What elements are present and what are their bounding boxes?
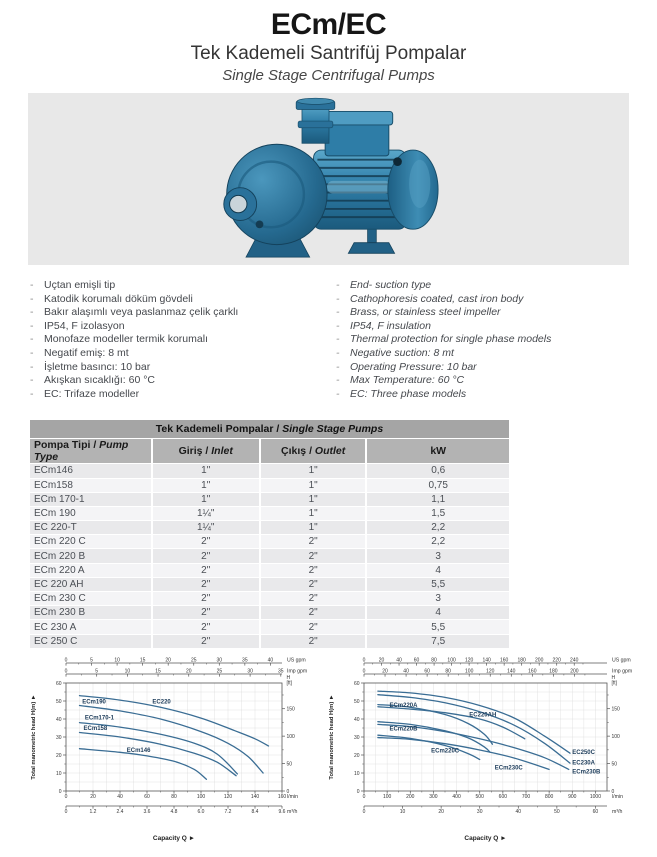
- feature-text: Negative suction: 8 mt: [350, 346, 454, 359]
- axis-tick-label: 100: [286, 733, 295, 740]
- axis-tick-label: 900: [568, 793, 577, 800]
- table-cell: 2,2: [367, 535, 509, 548]
- axis-unit-label: US gpm: [612, 657, 631, 664]
- table-row: [30, 479, 509, 492]
- table-cell: EC 220 AH: [30, 578, 151, 591]
- table-cell: 4: [367, 606, 509, 619]
- subtitle-english: Single Stage Centrifugal Pumps: [222, 67, 435, 84]
- table-row: [30, 507, 509, 520]
- table-title-row: [30, 420, 509, 438]
- axis-tick-label: 6.0: [197, 808, 205, 815]
- axis-tick-label: 1000: [589, 793, 601, 800]
- axis-tick-label: 120: [464, 657, 474, 664]
- table-cell: ECm 230 C: [30, 592, 151, 605]
- axis-tick-label: 200: [570, 668, 579, 675]
- table-cell: 1,1: [367, 493, 509, 506]
- cable-gland: [393, 157, 402, 166]
- axis-unit-label: m³/h: [612, 808, 623, 815]
- column-header: kW: [367, 439, 509, 463]
- axis-tick-label: 120: [486, 668, 495, 675]
- y-axis-title: Total manometric head H(m) ►: [329, 694, 335, 780]
- table-cell: 2": [261, 549, 365, 562]
- motor-foot: [348, 227, 394, 253]
- axis-tick-label: 200: [406, 793, 415, 800]
- axis-tick-label: 60: [144, 793, 150, 800]
- axis-tick-label: 0: [611, 788, 615, 795]
- axis-tick-label: 40: [403, 668, 409, 675]
- feature-text: EC: Trifaze modeller: [44, 387, 140, 400]
- axis-tick-label: 35: [278, 668, 284, 675]
- axis-tick-label: 20: [438, 808, 444, 815]
- series-label: ECm220A: [389, 702, 418, 709]
- axis-tick-label: 400: [452, 793, 461, 800]
- column-header: Giriş / Inlet: [153, 439, 259, 463]
- feature-text: Katodik korumalı döküm gövdeli: [44, 292, 193, 305]
- table-row: [30, 606, 509, 619]
- axis-tick-label: 50: [353, 698, 360, 705]
- axis-tick-label: 10: [114, 657, 120, 664]
- table-cell: 5,5: [367, 620, 509, 633]
- table-row: [30, 592, 509, 605]
- table-row: [30, 549, 509, 562]
- axis-unit-label: m³/h: [287, 808, 298, 815]
- axis-tick-label: 10: [399, 808, 406, 815]
- axis-tick-label: 1.2: [89, 808, 97, 815]
- feature-item-en: [336, 320, 551, 334]
- terminal-box: [321, 111, 392, 155]
- bullet-dash: -: [336, 374, 340, 387]
- axis-unit-label: H: [286, 674, 291, 681]
- axis-tick-label: 0: [64, 808, 68, 815]
- feature-text: Thermal protection for single phase models: [350, 333, 552, 346]
- axis-tick-label: 50: [55, 698, 62, 705]
- bullet-dash: -: [30, 360, 34, 373]
- series-label: EC220: [152, 699, 171, 706]
- bullet-dash: -: [336, 346, 340, 359]
- table-cell: 2": [261, 635, 365, 648]
- axis-tick-label: 50: [554, 808, 560, 815]
- table-cell: 2": [153, 620, 259, 633]
- curve-EC250C: [378, 691, 570, 753]
- feature-item-en: [336, 388, 551, 402]
- chart-2inch-models: [324, 653, 649, 845]
- bullet-dash: -: [336, 360, 340, 373]
- axis-tick-label: 100: [611, 733, 620, 740]
- table-cell: 5,5: [367, 578, 509, 591]
- feature-text: EC: Three phase models: [350, 387, 467, 400]
- curve-ECm230C: [378, 737, 549, 772]
- bullet-dash: -: [30, 306, 34, 319]
- table-cell: 1": [261, 479, 365, 492]
- axis-tick-label: 15: [139, 657, 146, 664]
- series-label: ECm220C: [431, 748, 460, 755]
- feature-lists: [30, 279, 657, 401]
- axis-tick-label: 240: [570, 657, 579, 664]
- column-header: Pompa Tipi / Pump Type: [30, 439, 151, 463]
- performance-curves-1inch-models: [26, 653, 324, 845]
- feature-item-tr: [30, 374, 336, 388]
- table-title: Tek Kademeli Pompalar / Single Stage Pumps: [30, 420, 509, 438]
- table-cell: 2": [153, 535, 259, 548]
- series-label: ECm146: [126, 747, 151, 754]
- table-cell: 2": [261, 578, 365, 591]
- axis-tick-label: 15: [155, 668, 161, 675]
- axis-tick-label: 3.6: [143, 808, 151, 815]
- feature-text: Operating Pressure: 10 bar: [350, 360, 477, 373]
- axis-tick-label: 140: [482, 657, 491, 664]
- features-list-turkish: [30, 279, 336, 401]
- axis-tick-label: 150: [611, 706, 620, 713]
- table-cell: 2": [153, 635, 259, 648]
- bullet-dash: -: [30, 279, 34, 291]
- spec-table-section: [28, 419, 511, 648]
- axis-tick-label: 500: [475, 793, 484, 800]
- axis-tick-label: 80: [431, 657, 437, 664]
- performance-curves-2inch-models: [324, 653, 649, 845]
- bullet-dash: -: [336, 292, 340, 305]
- table-cell: 0,75: [367, 479, 509, 492]
- axis-tick-label: 160: [277, 793, 287, 800]
- feature-text: Uçtan emişli tip: [44, 279, 116, 291]
- chart-1inch-models: [26, 653, 324, 845]
- series-label: ECm230C: [494, 765, 523, 772]
- x-axis-title: Capacity Q ►: [464, 834, 507, 842]
- axis-tick-label: 7.2: [224, 808, 232, 815]
- axis-unit-label: [ft]: [611, 680, 618, 687]
- feature-text: Bakır alaşımlı veya paslanmaz çelik çarklı: [44, 306, 239, 319]
- table-cell: 2": [153, 578, 259, 591]
- table-cell: 2": [153, 564, 259, 577]
- table-cell: 1,5: [367, 507, 509, 520]
- x-axis-title: Capacity Q ►: [152, 834, 196, 842]
- axis-unit-label: l/min: [287, 793, 298, 800]
- axis-tick-label: 20: [165, 657, 171, 664]
- feature-text: End- suction type: [350, 279, 432, 291]
- axis-tick-label: 30: [216, 657, 223, 664]
- axis-tick-label: 150: [286, 706, 295, 713]
- feature-item-en: [336, 306, 551, 320]
- axis-tick-label: 20: [90, 793, 96, 800]
- table-row: [30, 578, 509, 591]
- axis-tick-label: 0: [362, 668, 366, 675]
- column-header: Çıkış / Outlet: [261, 439, 365, 463]
- axis-tick-label: 180: [517, 657, 526, 664]
- series-label: ECm170-1: [84, 715, 114, 722]
- axis-tick-label: 20: [353, 752, 360, 759]
- product-photo-banner: [28, 93, 629, 265]
- axis-tick-label: 2.4: [116, 808, 124, 815]
- table-cell: 4: [367, 564, 509, 577]
- series-label: ECm158: [83, 725, 108, 732]
- axis-tick-label: 40: [353, 716, 360, 723]
- feature-item-en: [336, 279, 551, 293]
- pump-photo: [210, 96, 448, 262]
- table-cell: 1": [153, 493, 259, 506]
- axis-tick-label: 60: [55, 680, 62, 687]
- axis-tick-label: 20: [382, 668, 388, 675]
- table-cell: 2": [261, 592, 365, 605]
- table-cell: 2": [261, 535, 365, 548]
- table-cell: 2": [153, 592, 259, 605]
- series-label: ECm220B: [389, 726, 418, 733]
- axis-tick-label: 0: [58, 788, 62, 795]
- axis-tick-label: 80: [445, 668, 451, 675]
- axis-tick-label: 40: [515, 808, 522, 815]
- bullet-dash: -: [336, 279, 340, 291]
- axis-tick-label: 30: [353, 734, 360, 741]
- feature-item-en: [336, 347, 551, 361]
- bullet-dash: -: [30, 292, 34, 305]
- axis-tick-label: 8.4: [251, 808, 259, 815]
- axis-tick-label: 40: [267, 657, 274, 664]
- table-cell: ECm 220 C: [30, 535, 151, 548]
- axis-tick-label: 20: [55, 752, 62, 759]
- axis-tick-label: 100: [465, 668, 474, 675]
- axis-tick-label: 60: [592, 808, 599, 815]
- bullet-dash: -: [336, 319, 340, 332]
- axis-tick-label: 0: [362, 808, 366, 815]
- axis-tick-label: 220: [552, 657, 561, 664]
- curve-ECm158: [80, 732, 237, 775]
- feature-text: Negatif emiş: 8 mt: [44, 346, 129, 359]
- axis-tick-label: 40: [117, 793, 123, 800]
- table-cell: 1": [261, 507, 365, 520]
- feature-text: IP54, F izolasyon: [44, 319, 125, 332]
- table-cell: 1": [153, 464, 259, 477]
- axis-tick-label: 140: [507, 668, 516, 675]
- axis-tick-label: 60: [424, 668, 430, 675]
- table-cell: 1¼": [153, 507, 259, 520]
- page-header: [0, 0, 657, 85]
- axis-tick-label: 0: [362, 793, 366, 800]
- axis-tick-label: 40: [55, 716, 62, 723]
- table-cell: 2": [261, 620, 365, 633]
- table-cell: ECm 220 B: [30, 549, 151, 562]
- table-cell: EC 250 C: [30, 635, 151, 648]
- table-cell: 3: [367, 592, 509, 605]
- axis-tick-label: 9.6: [278, 808, 286, 815]
- axis-tick-label: 50: [286, 761, 293, 768]
- features-list-english: [336, 279, 551, 401]
- bullet-dash: -: [30, 319, 34, 332]
- axis-tick-label: 100: [447, 657, 456, 664]
- axis-tick-label: 20: [185, 668, 192, 675]
- axis-tick-label: 180: [549, 668, 558, 675]
- table-cell: 1": [153, 479, 259, 492]
- axis-tick-label: 30: [247, 668, 253, 675]
- axis-tick-label: 100: [196, 793, 206, 800]
- axis-tick-label: 35: [242, 657, 248, 664]
- feature-item-en: [336, 293, 551, 307]
- fan-cover-highlight: [409, 160, 430, 208]
- feature-item-tr: [30, 293, 336, 307]
- axis-tick-label: 200: [535, 657, 544, 664]
- bullet-dash: -: [30, 374, 34, 387]
- performance-charts: [26, 653, 657, 845]
- axis-tick-label: 0: [64, 657, 68, 664]
- table-row: [30, 564, 509, 577]
- table-cell: 2,2: [367, 521, 509, 534]
- feature-text: Cathophoresis coated, cast iron body: [350, 292, 524, 305]
- axis-tick-label: 60: [353, 680, 360, 687]
- axis-tick-label: 100: [382, 793, 392, 800]
- table-row: [30, 521, 509, 534]
- y-axis-title: Total manometric head H(m) ►: [31, 694, 37, 780]
- axis-unit-label: US gpm: [287, 657, 306, 664]
- table-row: [30, 493, 509, 506]
- table-cell: 3: [367, 549, 509, 562]
- feature-item-tr: [30, 333, 336, 347]
- table-cell: 2": [153, 606, 259, 619]
- axis-tick-label: 160: [528, 668, 537, 675]
- series-label: ECm230B: [572, 769, 601, 776]
- feature-text: Brass, or stainless steel impeller: [350, 306, 501, 319]
- discharge-port: [296, 98, 335, 143]
- axis-unit-label: H: [611, 674, 616, 681]
- axis-tick-label: 300: [429, 793, 438, 800]
- feature-item-tr: [30, 347, 336, 361]
- table-cell: EC 230 A: [30, 620, 151, 633]
- axis-tick-label: 160: [499, 657, 509, 664]
- feature-item-en: [336, 333, 551, 347]
- axis-tick-label: 4.8: [170, 808, 178, 815]
- axis-tick-label: 700: [521, 793, 531, 800]
- table-cell: 1": [261, 521, 365, 534]
- series-label: ECm190: [82, 699, 106, 706]
- axis-tick-label: 0: [64, 793, 68, 800]
- subtitle-turkish: Tek Kademeli Santrifüj Pompalar: [190, 43, 467, 64]
- axis-tick-label: 20: [378, 657, 385, 664]
- axis-tick-label: 5: [90, 657, 93, 664]
- bullet-dash: -: [30, 333, 34, 346]
- axis-tick-label: 80: [171, 793, 177, 800]
- bullet-dash: -: [30, 387, 34, 400]
- axis-tick-label: 140: [250, 793, 260, 800]
- table-cell: 2": [153, 549, 259, 562]
- table-row: [30, 635, 509, 648]
- feature-item-tr: [30, 320, 336, 334]
- table-cell: 1": [261, 464, 365, 477]
- bullet-dash: -: [336, 333, 340, 346]
- axis-tick-label: 800: [544, 793, 554, 800]
- table-cell: ECm 230 B: [30, 606, 151, 619]
- table-row: [30, 464, 509, 477]
- axis-tick-label: 0: [356, 788, 360, 795]
- feature-text: Max Temperature: 60 °C: [350, 374, 465, 387]
- table-cell: ECm 170-1: [30, 493, 151, 506]
- series-label: EC230A: [572, 760, 595, 767]
- feature-text: IP54, F insulation: [350, 319, 431, 332]
- axis-tick-label: 600: [498, 793, 508, 800]
- axis-unit-label: Imp gpm: [287, 668, 308, 675]
- table-cell: 7,5: [367, 635, 509, 648]
- axis-tick-label: 10: [124, 668, 131, 675]
- axis-tick-label: 60: [413, 657, 420, 664]
- bullet-dash: -: [336, 387, 340, 400]
- table-header-row: [30, 439, 509, 463]
- axis-unit-label: l/min: [612, 793, 623, 800]
- axis-tick-label: 30: [55, 734, 62, 741]
- feature-item-tr: [30, 279, 336, 293]
- axis-unit-label: Imp gpm: [612, 668, 633, 675]
- suction-port: [223, 188, 256, 221]
- feature-item-tr: [30, 306, 336, 320]
- series-label: EC250C: [572, 749, 595, 756]
- bullet-dash: -: [336, 306, 340, 319]
- table-cell: 1¼": [153, 521, 259, 534]
- feature-text: Akışkan sıcaklığı: 60 °C: [44, 374, 155, 387]
- pump-spec-table: [28, 419, 511, 648]
- axis-tick-label: 10: [353, 770, 360, 777]
- table-cell: ECm 190: [30, 507, 151, 520]
- feature-text: Monofaze modeller termik korumalı: [44, 333, 208, 346]
- product-series-title: ECm/EC: [270, 8, 387, 41]
- feature-text: İşletme basıncı: 10 bar: [44, 360, 151, 373]
- table-cell: ECm158: [30, 479, 151, 492]
- axis-tick-label: 0: [64, 668, 68, 675]
- feature-item-tr: [30, 361, 336, 375]
- axis-tick-label: 25: [190, 657, 197, 664]
- table-cell: 2": [261, 564, 365, 577]
- table-cell: ECm 220 A: [30, 564, 151, 577]
- table-cell: 0,6: [367, 464, 509, 477]
- axis-tick-label: 25: [216, 668, 223, 675]
- axis-tick-label: 120: [223, 793, 233, 800]
- axis-unit-label: [ft]: [286, 680, 293, 687]
- axis-tick-label: 10: [55, 770, 62, 777]
- feature-item-en: [336, 374, 551, 388]
- axis-tick-label: 5: [95, 668, 99, 675]
- feature-item-tr: [30, 388, 336, 402]
- table-row: [30, 620, 509, 633]
- axis-tick-label: 0: [286, 788, 290, 795]
- table-row: [30, 535, 509, 548]
- table-cell: ECm146: [30, 464, 151, 477]
- axis-tick-label: 50: [611, 761, 618, 768]
- axis-tick-label: 0: [362, 657, 366, 664]
- feature-item-en: [336, 361, 551, 375]
- bullet-dash: -: [30, 346, 34, 359]
- axis-tick-label: 40: [396, 657, 402, 664]
- table-cell: 1": [261, 493, 365, 506]
- series-label: EC220AH: [469, 712, 497, 719]
- axis-tick-label: 30: [476, 808, 483, 815]
- table-cell: 2": [261, 606, 365, 619]
- table-cell: EC 220-T: [30, 521, 151, 534]
